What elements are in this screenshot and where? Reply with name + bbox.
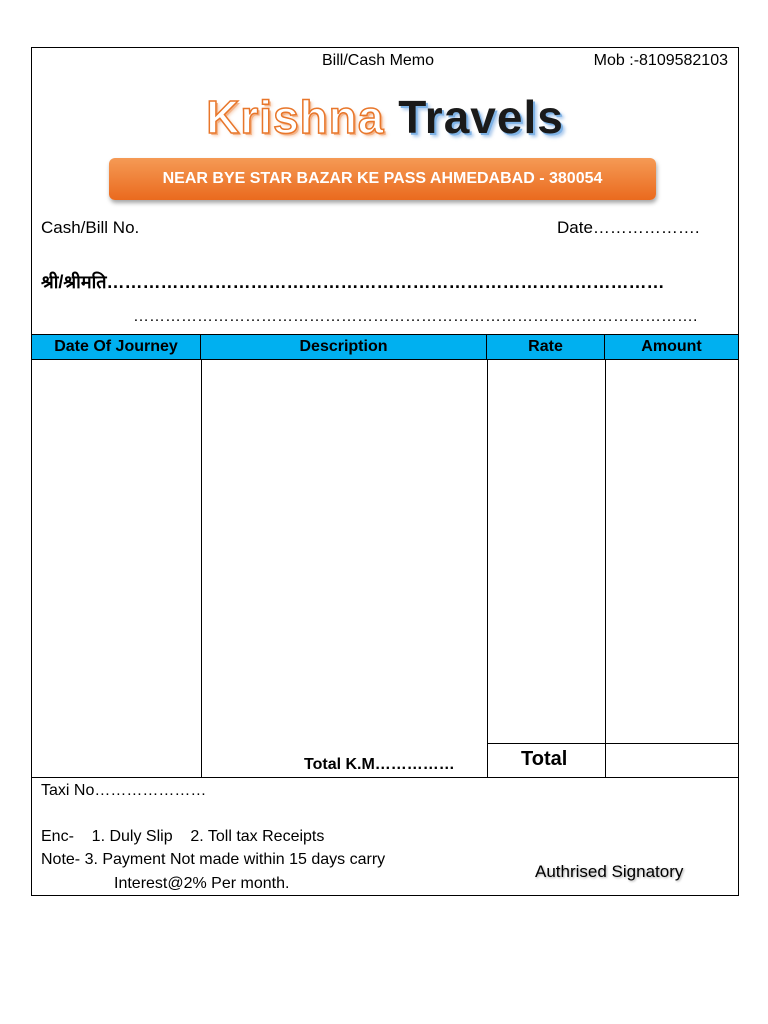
memo-title: Bill/Cash Memo bbox=[322, 52, 435, 69]
mobile-number: Mob :-8109582103 bbox=[593, 52, 728, 69]
bill-number-label: Cash/Bill No. bbox=[41, 218, 140, 237]
enclosures-line: Enc- 1. Duly Slip 2. Toll tax Receipts bbox=[41, 828, 325, 845]
column-divider bbox=[487, 359, 488, 777]
table-bottom-border bbox=[32, 777, 738, 778]
date-label: Date………………. bbox=[557, 218, 700, 237]
note-line: Note- 3. Payment Not made within 15 days carry bbox=[41, 851, 386, 868]
company-logo-text bbox=[32, 90, 738, 144]
note-continuation: Interest@2% Per month. bbox=[114, 875, 290, 892]
column-divider bbox=[605, 359, 606, 777]
customer-name-line-2: ……………………………………………………………………………………………. bbox=[133, 308, 698, 325]
brand-second-word: Travels bbox=[398, 91, 564, 143]
column-amount: Amount bbox=[641, 338, 702, 355]
bill-cash-memo bbox=[31, 47, 739, 896]
column-date-of-journey: Date Of Journey bbox=[32, 335, 201, 359]
total-row-divider bbox=[487, 743, 738, 744]
column-description: Description bbox=[201, 335, 487, 359]
address-banner: NEAR BYE STAR BAZAR KE PASS AHMEDABAD - 380054 bbox=[109, 158, 656, 200]
column-rate: Rate bbox=[487, 335, 605, 359]
total-label: Total bbox=[521, 748, 568, 770]
taxi-number-label: Taxi No………………… bbox=[41, 782, 207, 799]
table-header bbox=[32, 334, 738, 360]
authorised-signatory: Authrised Signatory bbox=[535, 862, 684, 881]
total-km-label: Total K.M…………… bbox=[304, 756, 455, 773]
column-divider bbox=[201, 359, 202, 777]
brand-first-word: Krishna bbox=[206, 91, 385, 143]
customer-name-line: श्री/श्रीमति………………………………………………………………………………… bbox=[41, 272, 665, 292]
